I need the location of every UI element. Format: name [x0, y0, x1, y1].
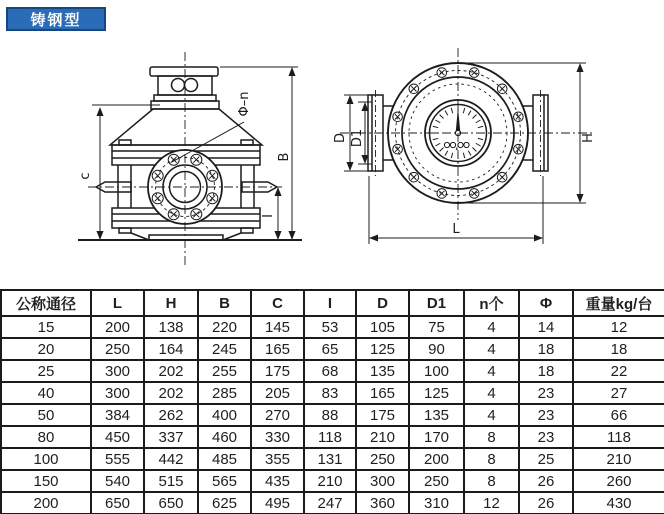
- table-cell: 100: [409, 360, 464, 382]
- header-cell: I: [304, 290, 356, 316]
- table-cell: 435: [251, 470, 304, 492]
- table-cell: 15: [1, 316, 91, 338]
- table-cell: 18: [519, 338, 573, 360]
- table-cell: 4: [464, 316, 519, 338]
- spec-table-body: [1, 316, 664, 514]
- table-cell: 650: [91, 492, 144, 514]
- table-cell: 4: [464, 360, 519, 382]
- table-row: [1, 404, 664, 426]
- table-cell: 460: [198, 426, 251, 448]
- table-cell: 40: [1, 382, 91, 404]
- table-cell: 125: [356, 338, 409, 360]
- table-cell: 90: [409, 338, 464, 360]
- table-cell: 8: [464, 448, 519, 470]
- dim-label-D1: D1: [350, 128, 365, 148]
- dim-label-phi-n: Φ–n: [237, 91, 252, 117]
- spec-table-head: [1, 290, 664, 316]
- table-cell: 88: [304, 404, 356, 426]
- table-cell: 430: [573, 492, 664, 514]
- table-cell: 210: [356, 426, 409, 448]
- table-cell: 50: [1, 404, 91, 426]
- table-cell: 138: [144, 316, 198, 338]
- table-cell: 145: [251, 316, 304, 338]
- table-cell: 260: [573, 470, 664, 492]
- dim-label-D: D: [333, 132, 348, 144]
- table-row: [1, 338, 664, 360]
- table-cell: 164: [144, 338, 198, 360]
- table-cell: 515: [144, 470, 198, 492]
- table-cell: 540: [91, 470, 144, 492]
- table-cell: 330: [251, 426, 304, 448]
- table-cell: 75: [409, 316, 464, 338]
- table-cell: 565: [198, 470, 251, 492]
- table-cell: 20: [1, 338, 91, 360]
- table-cell: 118: [304, 426, 356, 448]
- front-view-drawing: [78, 52, 302, 268]
- table-row: [1, 492, 664, 514]
- table-cell: 125: [409, 382, 464, 404]
- table-cell: 200: [1, 492, 91, 514]
- table-cell: 26: [519, 470, 573, 492]
- table-cell: 68: [304, 360, 356, 382]
- table-cell: 80: [1, 426, 91, 448]
- header-cell: n个: [464, 290, 519, 316]
- table-cell: 12: [573, 316, 664, 338]
- table-row: [1, 448, 664, 470]
- table-cell: 18: [519, 360, 573, 382]
- side-view-drawing: [340, 48, 592, 220]
- table-cell: 200: [91, 316, 144, 338]
- table-cell: 555: [91, 448, 144, 470]
- table-cell: 270: [251, 404, 304, 426]
- table-cell: 100: [1, 448, 91, 470]
- table-cell: 650: [144, 492, 198, 514]
- header-row: [1, 290, 664, 316]
- table-row: [1, 470, 664, 492]
- table-cell: 83: [304, 382, 356, 404]
- dim-label-H: H: [581, 133, 596, 143]
- table-cell: 22: [573, 360, 664, 382]
- table-cell: 200: [409, 448, 464, 470]
- header-cell: D: [356, 290, 409, 316]
- table-cell: 135: [356, 360, 409, 382]
- spec-table-section: [0, 289, 664, 514]
- table-cell: 175: [356, 404, 409, 426]
- table-cell: 262: [144, 404, 198, 426]
- table-row: [1, 316, 664, 338]
- header-cell: Φ: [519, 290, 573, 316]
- table-cell: 165: [251, 338, 304, 360]
- table-row: [1, 382, 664, 404]
- table-cell: 442: [144, 448, 198, 470]
- table-cell: 18: [573, 338, 664, 360]
- table-cell: 165: [356, 382, 409, 404]
- table-cell: 337: [144, 426, 198, 448]
- table-cell: 8: [464, 470, 519, 492]
- table-cell: 300: [91, 360, 144, 382]
- table-cell: 355: [251, 448, 304, 470]
- dim-label-L: L: [452, 222, 460, 237]
- table-cell: 250: [356, 448, 409, 470]
- header-cell: D1: [409, 290, 464, 316]
- table-cell: 4: [464, 404, 519, 426]
- table-cell: 4: [464, 338, 519, 360]
- table-cell: 210: [573, 448, 664, 470]
- table-cell: 220: [198, 316, 251, 338]
- table-cell: 384: [91, 404, 144, 426]
- header-cell: C: [251, 290, 304, 316]
- table-cell: 205: [251, 382, 304, 404]
- table-cell: 450: [91, 426, 144, 448]
- table-cell: 210: [304, 470, 356, 492]
- table-cell: 495: [251, 492, 304, 514]
- table-cell: 14: [519, 316, 573, 338]
- table-cell: 8: [464, 426, 519, 448]
- spec-table: [0, 289, 664, 514]
- table-cell: 202: [144, 360, 198, 382]
- header-cell: 公称通径: [1, 290, 91, 316]
- dim-label-c: c: [78, 172, 93, 180]
- table-cell: 23: [519, 426, 573, 448]
- table-cell: 65: [304, 338, 356, 360]
- table-cell: 53: [304, 316, 356, 338]
- header-cell: B: [198, 290, 251, 316]
- table-cell: 131: [304, 448, 356, 470]
- table-cell: 135: [409, 404, 464, 426]
- table-cell: 118: [573, 426, 664, 448]
- table-cell: 27: [573, 382, 664, 404]
- table-cell: 310: [409, 492, 464, 514]
- table-cell: 202: [144, 382, 198, 404]
- dim-label-I: I: [261, 214, 276, 218]
- table-cell: 255: [198, 360, 251, 382]
- table-cell: 26: [519, 492, 573, 514]
- table-cell: 247: [304, 492, 356, 514]
- table-cell: 625: [198, 492, 251, 514]
- header-cell: H: [144, 290, 198, 316]
- table-cell: 400: [198, 404, 251, 426]
- table-cell: 300: [356, 470, 409, 492]
- table-cell: 150: [1, 470, 91, 492]
- table-row: [1, 426, 664, 448]
- table-cell: 105: [356, 316, 409, 338]
- table-cell: 285: [198, 382, 251, 404]
- table-cell: 245: [198, 338, 251, 360]
- table-cell: 25: [519, 448, 573, 470]
- table-cell: 23: [519, 382, 573, 404]
- table-cell: 175: [251, 360, 304, 382]
- table-cell: 12: [464, 492, 519, 514]
- table-cell: 300: [91, 382, 144, 404]
- table-cell: 250: [91, 338, 144, 360]
- type-badge: 铸钢型: [6, 7, 106, 31]
- table-cell: 170: [409, 426, 464, 448]
- table-cell: 66: [573, 404, 664, 426]
- table-cell: 360: [356, 492, 409, 514]
- header-cell: L: [91, 290, 144, 316]
- table-cell: 485: [198, 448, 251, 470]
- table-row: [1, 360, 664, 382]
- table-cell: 4: [464, 382, 519, 404]
- table-cell: 25: [1, 360, 91, 382]
- table-cell: 23: [519, 404, 573, 426]
- dim-label-B: B: [277, 152, 292, 162]
- header-cell: 重量kg/台: [573, 290, 664, 316]
- table-cell: 250: [409, 470, 464, 492]
